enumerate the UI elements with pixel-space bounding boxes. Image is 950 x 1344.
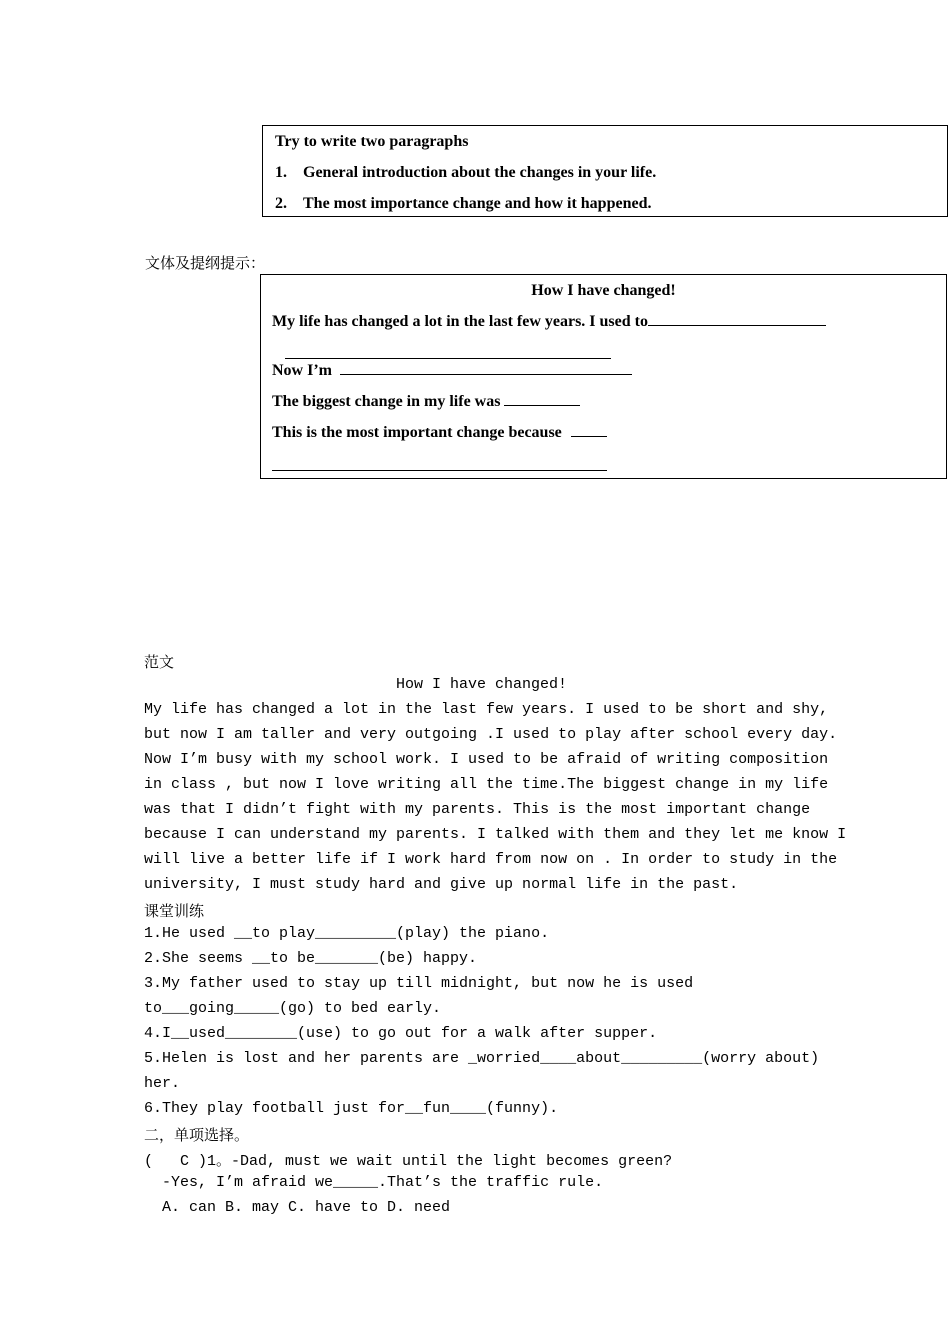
sample-line: in class , but now I love writing all the time.The biggest change in my life [144, 776, 829, 793]
choice-options: A. can B. may C. have to D. need [144, 1199, 451, 1216]
task-item-number: 2. [275, 195, 287, 212]
practice-line: to___going_____(go) to bed early. [144, 1000, 442, 1017]
outline-line-1 [272, 313, 826, 331]
outline-text: Now I’m [272, 362, 332, 379]
outline-box [260, 274, 947, 479]
choice-reply: -Yes, I’m afraid we_____.That’s the traffic rule. [144, 1174, 604, 1191]
task-heading: Try to write two paragraphs [275, 133, 469, 150]
outline-text: This is the most important change because [272, 424, 562, 441]
outline-title: How I have changed! [531, 282, 676, 299]
task-item-text: The most importance change and how it happened. [303, 195, 652, 212]
sample-title: How I have changed! [396, 676, 568, 693]
sample-line: My life has changed a lot in the last few years. I used to be short and shy, [144, 701, 829, 718]
outline-line-2 [272, 362, 632, 380]
fill-blank [571, 435, 607, 437]
sample-line: was that I didn’t fight with my parents. This is the most important change [144, 801, 811, 818]
outline-label: 文体及提纲提示： [145, 254, 266, 272]
outline-text: The biggest change in my life was [272, 393, 501, 410]
writing-task-box [262, 125, 948, 217]
sample-label: 范文 [144, 653, 175, 671]
sample-line: Now I’m busy with my school work. I used to be afraid of writing composition [144, 751, 829, 768]
choice-question: ( C )1。-Dad, must we wait until the light becomes green? [144, 1153, 673, 1170]
fill-blank [285, 358, 611, 359]
practice-line: her. [144, 1075, 181, 1092]
fill-blank [340, 373, 632, 375]
task-item-2 [275, 195, 651, 213]
practice-label: 课堂训练 [144, 902, 205, 920]
sample-line: university, I must study hard and give up normal life in the past. [144, 876, 739, 893]
practice-line: 6.They play football just for__fun____(funny). [144, 1100, 559, 1117]
task-item-number: 1. [275, 164, 287, 181]
outline-line-3 [272, 393, 580, 411]
fill-blank [272, 470, 607, 471]
fill-blank [648, 324, 826, 326]
fill-blank [504, 404, 580, 406]
practice-line: 5.Helen is lost and her parents are _worried____about_________(worry about) [144, 1050, 820, 1067]
practice-line: 4.I__used________(use) to go out for a walk after supper. [144, 1025, 658, 1042]
practice-line: 2.She seems __to be_______(be) happy. [144, 950, 478, 967]
practice-line: 3.My father used to stay up till midnight, but now he is used [144, 975, 694, 992]
task-item-text: General introduction about the changes in your life. [303, 164, 657, 181]
outline-line-4 [272, 424, 607, 442]
task-item-1 [275, 164, 656, 182]
outline-text: My life has changed a lot in the last few years. I used to [272, 313, 648, 330]
sample-line: will live a better life if I work hard from now on . In order to study in the [144, 851, 838, 868]
sample-line: because I can understand my parents. I talked with them and they let me know I [144, 826, 847, 843]
practice-line: 1.He used __to play_________(play) the piano. [144, 925, 550, 942]
choice-label: 二，单项选择。 [144, 1126, 250, 1144]
sample-line: but now I am taller and very outgoing .I used to play after school every day. [144, 726, 838, 743]
